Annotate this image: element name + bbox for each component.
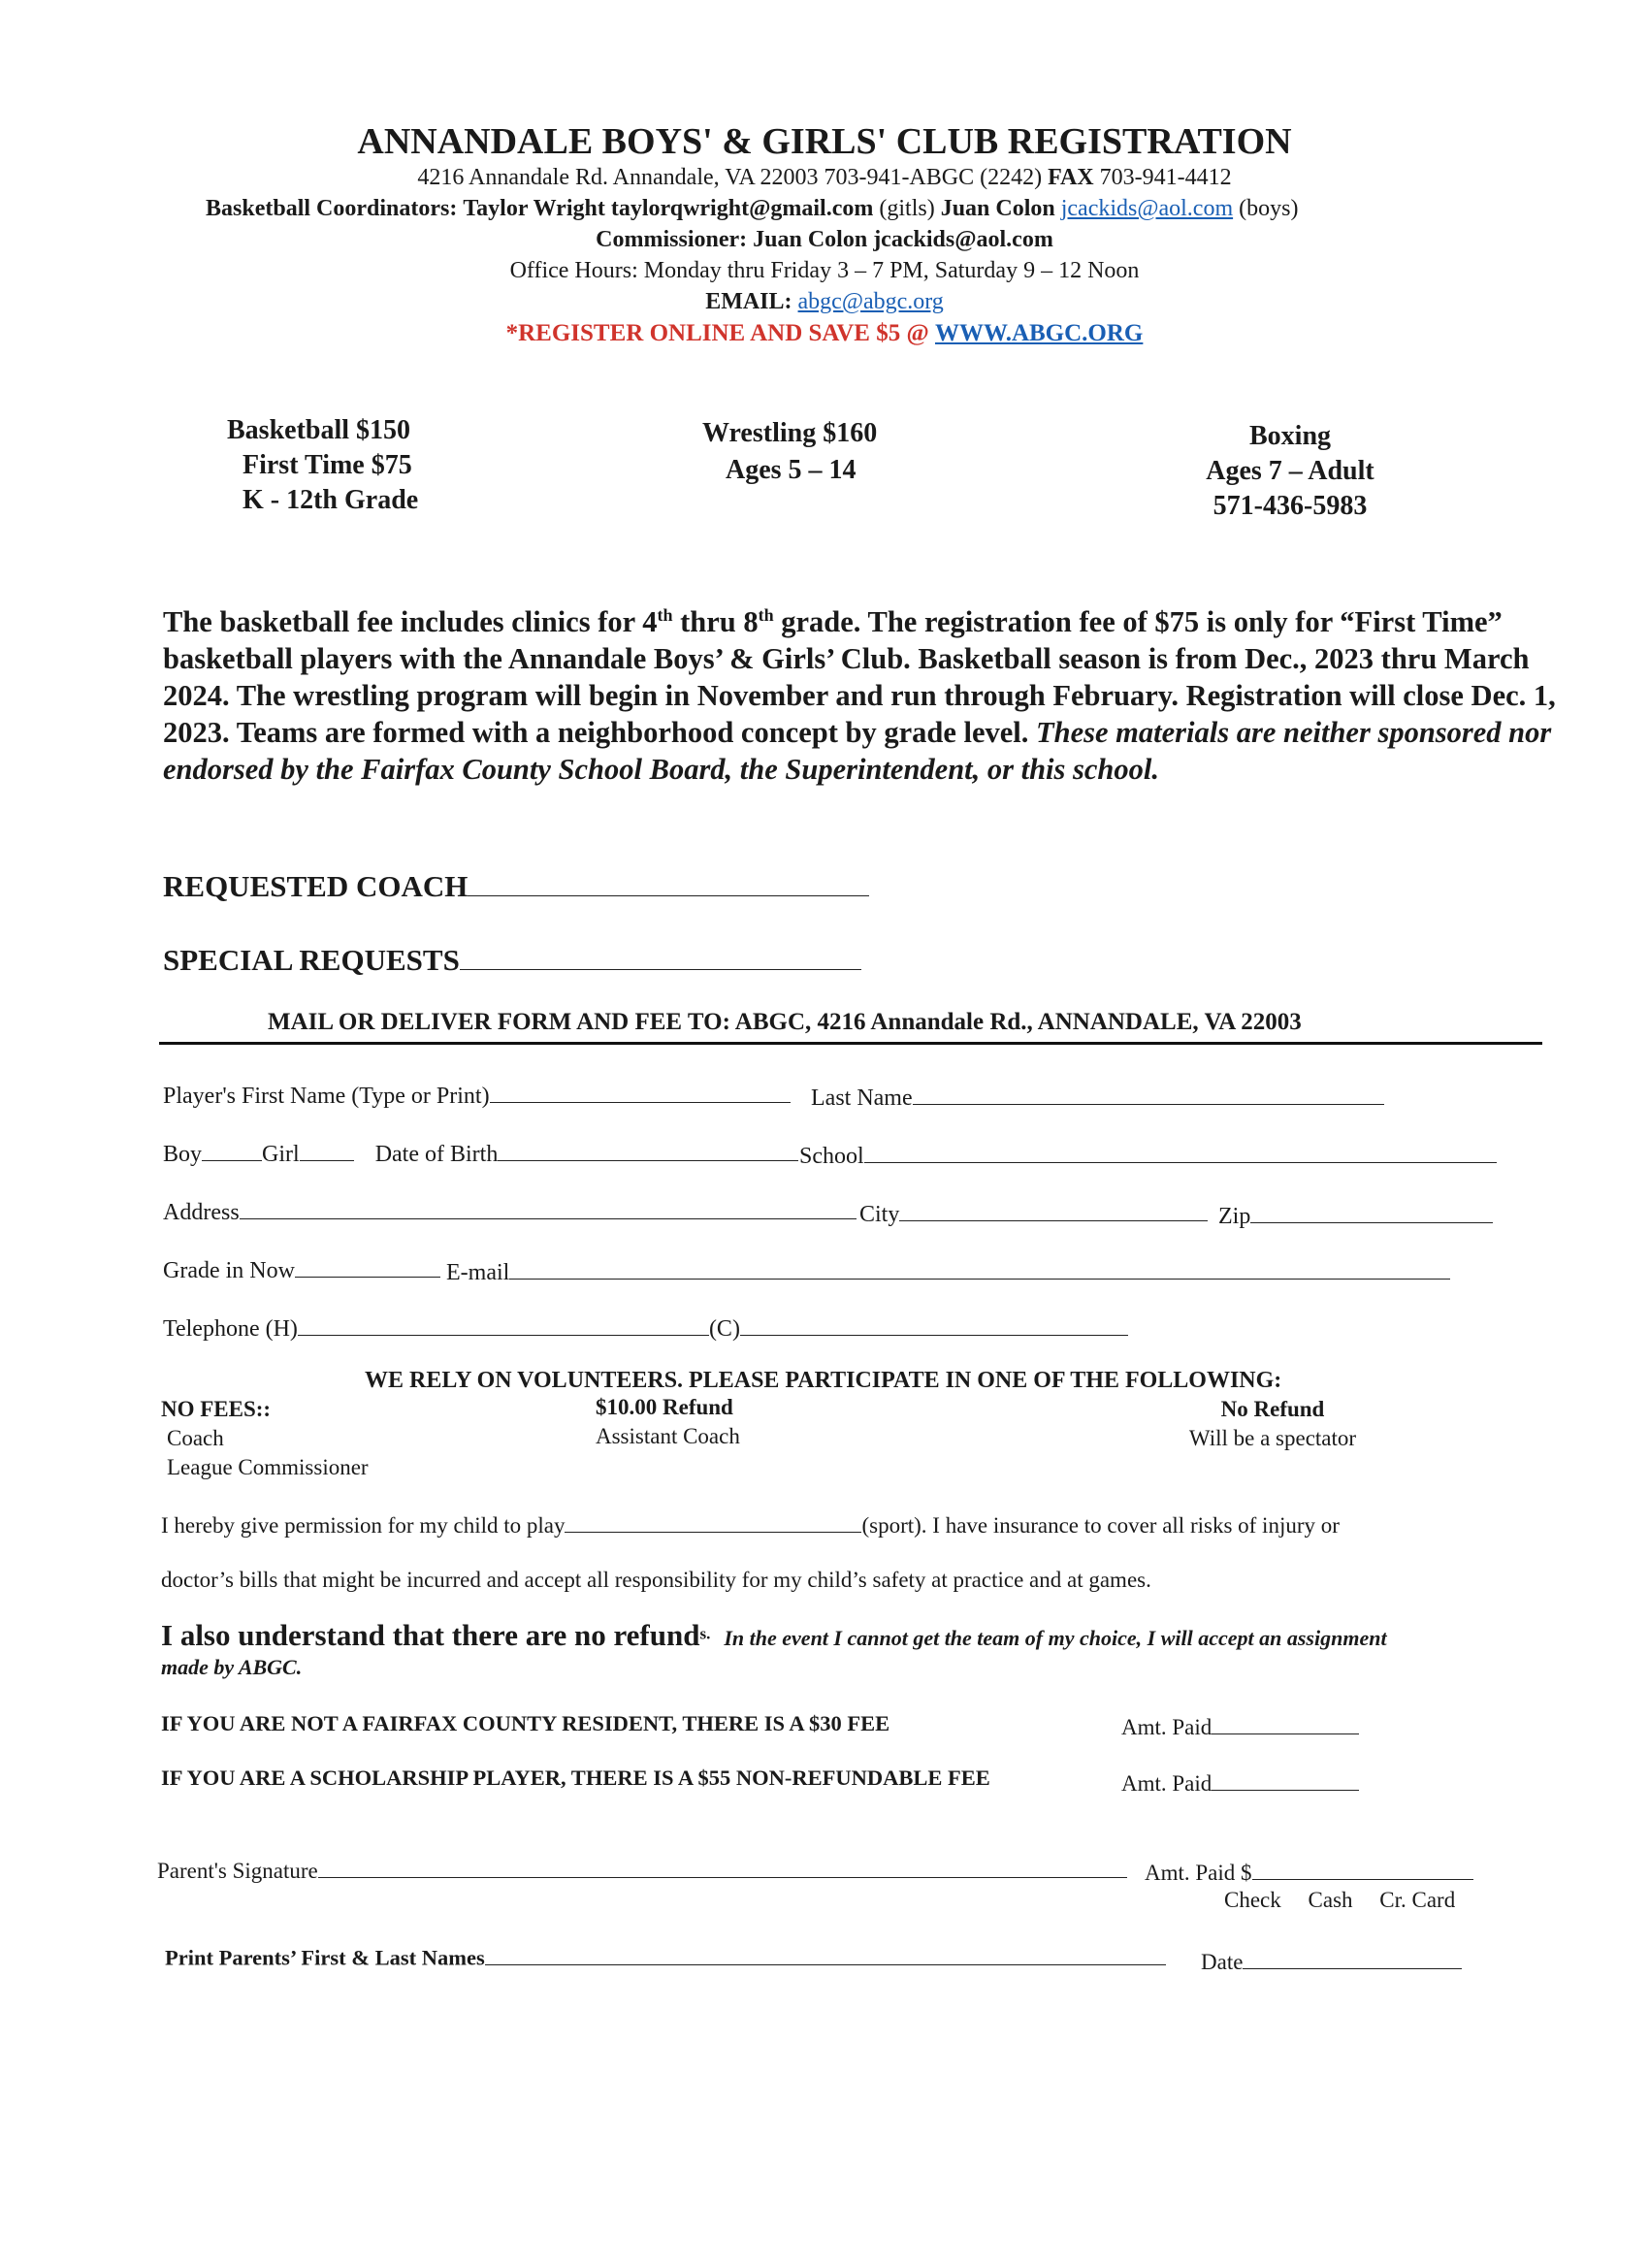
volunteers-heading: WE RELY ON VOLUNTEERS. PLEASE PARTICIPATE IN ONE OF THE FOLLOWING: bbox=[365, 1368, 1282, 1393]
scholarship-fee: IF YOU ARE A SCHOLARSHIP PLAYER, THERE IS A $55 NON-REFUNDABLE FEE bbox=[161, 1766, 990, 1790]
dob-label: Date of Birth bbox=[374, 1142, 499, 1167]
info-text-2: thru 8 bbox=[672, 605, 759, 638]
nonresident-amt-row bbox=[1121, 1711, 1359, 1740]
email-link[interactable]: abgc@abgc.org bbox=[797, 289, 944, 314]
date-label: Date bbox=[1201, 1950, 1244, 1974]
coordinator-2: Juan Colon bbox=[940, 196, 1055, 221]
register-text: *REGISTER ONLINE AND SAVE $5 @ bbox=[505, 320, 929, 346]
email-label: EMAIL: bbox=[705, 289, 792, 314]
wrestling-ages: Ages 5 – 14 bbox=[726, 455, 857, 485]
grade-label: Grade in Now bbox=[163, 1258, 295, 1283]
assignment-note-1: In the event I cannot get the team of my choice, I will accept an assignment bbox=[724, 1626, 1387, 1650]
boxing-phone: 571-436-5983 bbox=[1212, 491, 1368, 521]
city-row bbox=[859, 1197, 1208, 1228]
amt-paid-dollar-row bbox=[1145, 1857, 1473, 1886]
sport-field[interactable] bbox=[565, 1509, 861, 1533]
telephone-row bbox=[163, 1312, 1128, 1343]
email-line bbox=[0, 289, 1649, 315]
info-sup-1: th bbox=[657, 604, 673, 625]
special-requests-row bbox=[163, 939, 861, 978]
zip-row bbox=[1218, 1199, 1493, 1230]
print-names-row bbox=[165, 1942, 1166, 1971]
volunteer-refund bbox=[596, 1393, 740, 1451]
section-divider bbox=[159, 1042, 1542, 1045]
volunteer-no-fees bbox=[161, 1395, 369, 1482]
basketball-first-time: First Time $75 bbox=[242, 450, 412, 480]
boy-label: Boy bbox=[163, 1142, 203, 1167]
payment-card[interactable]: Cr. Card bbox=[1379, 1888, 1456, 1912]
coordinator-2-note: (boys) bbox=[1239, 196, 1299, 221]
assignment-note-2-row bbox=[161, 1655, 302, 1680]
register-line bbox=[0, 320, 1649, 347]
info-text-3: grade. The registration fee of $75 is only for “First Time” basketball players with the Annandale Boys’ & Girls’ Club. Basketball season is from Dec., 2023 thru March 2024. The wrestling program will begin in November and run through February. Registration will close Dec. 1, 2023. Teams are formed with a neighborhood concept by grade level. bbox=[163, 605, 1556, 749]
assignment-note-2: made by ABGC. bbox=[161, 1655, 303, 1679]
parent-signature-field[interactable] bbox=[318, 1855, 1127, 1878]
school-field[interactable] bbox=[864, 1139, 1497, 1163]
parent-signature-row bbox=[157, 1855, 1127, 1884]
coordinator-1-note: (gitls) bbox=[879, 196, 935, 221]
payment-cash[interactable]: Cash bbox=[1308, 1888, 1353, 1912]
first-name-label: Player's First Name (Type or Print) bbox=[163, 1084, 490, 1109]
telephone-h-field[interactable] bbox=[298, 1312, 709, 1336]
permission-line-1 bbox=[161, 1509, 1340, 1539]
nonresident-amt-label: Amt. Paid bbox=[1121, 1715, 1212, 1739]
email-field-label: E-mail bbox=[446, 1260, 510, 1285]
program-wrestling bbox=[702, 415, 877, 489]
school-label: School bbox=[799, 1144, 864, 1169]
mail-instructions: MAIL OR DELIVER FORM AND FEE TO: ABGC, 4216 Annandale Rd., ANNANDALE, VA 22003 bbox=[268, 1009, 1302, 1035]
info-paragraph bbox=[163, 603, 1560, 788]
page-title: ANNANDALE BOYS' & GIRLS' CLUB REGISTRATION bbox=[357, 121, 1292, 162]
no-fees-coach: Coach bbox=[167, 1426, 224, 1450]
coordinators-line bbox=[206, 196, 1298, 222]
no-refunds-s: s. bbox=[699, 1624, 711, 1643]
scholarship-amt-label: Amt. Paid bbox=[1121, 1771, 1212, 1796]
office-hours: Office Hours: Monday thru Friday 3 – 7 PM, Saturday 9 – 12 Noon bbox=[509, 258, 1140, 283]
coordinator-1: Taylor Wright taylorqwright@gmail.com bbox=[463, 196, 874, 221]
no-fees-label: NO FEES:: bbox=[161, 1397, 272, 1421]
address-field[interactable] bbox=[240, 1195, 857, 1219]
scholarship-amt-row bbox=[1121, 1767, 1359, 1797]
disclaimer: These materials are neither sponsored nor endorsed by the Fairfax County School Board, the Superintendent, or this school. bbox=[163, 716, 1552, 786]
grade-row bbox=[163, 1253, 440, 1284]
special-requests-field[interactable] bbox=[460, 939, 861, 970]
special-requests-label: SPECIAL REQUESTS bbox=[163, 943, 460, 977]
no-fees-commissioner: League Commissioner bbox=[167, 1455, 369, 1479]
zip-label: Zip bbox=[1218, 1204, 1251, 1229]
first-name-row bbox=[163, 1079, 791, 1110]
no-refund-label: No Refund bbox=[1220, 1397, 1325, 1421]
requested-coach-field[interactable] bbox=[468, 865, 869, 896]
address-line bbox=[0, 165, 1649, 191]
city-label: City bbox=[859, 1202, 900, 1227]
fax-label: FAX bbox=[1048, 165, 1094, 190]
girl-label: Girl bbox=[262, 1142, 300, 1167]
boxing-ages: Ages 7 – Adult bbox=[1206, 456, 1374, 486]
email-field[interactable] bbox=[509, 1255, 1450, 1280]
zip-field[interactable] bbox=[1250, 1199, 1493, 1223]
dob-field[interactable] bbox=[498, 1137, 798, 1161]
info-sup-2: th bbox=[758, 604, 774, 625]
last-name-row bbox=[811, 1081, 1384, 1112]
address-text: 4216 Annandale Rd. Annandale, VA 22003 703-941-ABGC (2242) bbox=[417, 165, 1043, 190]
refund-label: $10.00 Refund bbox=[596, 1395, 733, 1419]
fax-number: 703-941-4412 bbox=[1099, 165, 1232, 190]
nonresident-fee: IF YOU ARE NOT A FAIRFAX COUNTY RESIDENT, THERE IS A $30 FEE bbox=[161, 1711, 890, 1735]
info-text-1: The basketball fee includes clinics for 4 bbox=[163, 605, 658, 638]
coordinators-label: Basketball Coordinators: bbox=[206, 196, 458, 221]
address-label: Address bbox=[163, 1200, 240, 1225]
no-refunds-line bbox=[161, 1618, 1387, 1653]
scholarship-amt-field[interactable] bbox=[1212, 1767, 1359, 1791]
school-row bbox=[799, 1139, 1497, 1170]
last-name-label: Last Name bbox=[811, 1085, 913, 1111]
program-basketball bbox=[227, 413, 418, 518]
date-row bbox=[1201, 1946, 1462, 1975]
address-row bbox=[163, 1195, 857, 1226]
boxing-title: Boxing bbox=[1248, 421, 1332, 451]
date-field[interactable] bbox=[1243, 1946, 1462, 1969]
no-refunds-text: I also understand that there are no refund bbox=[161, 1618, 700, 1652]
boy-girl-dob-row bbox=[163, 1137, 798, 1168]
commissioner-line: Commissioner: Juan Colon jcackids@aol.com bbox=[596, 227, 1053, 252]
parent-signature-label: Parent's Signature bbox=[157, 1859, 318, 1883]
permission-text-b: (sport). I have insurance to cover all risks of injury or bbox=[861, 1513, 1340, 1538]
telephone-c-label: (C) bbox=[708, 1316, 740, 1342]
basketball-fee: Basketball $150 bbox=[227, 415, 411, 445]
grade-field[interactable] bbox=[295, 1253, 440, 1278]
amt-paid-dollar-label: Amt. Paid $ bbox=[1145, 1861, 1252, 1885]
payment-check[interactable]: Check bbox=[1224, 1888, 1281, 1912]
boy-field[interactable] bbox=[202, 1137, 262, 1161]
girl-field[interactable] bbox=[300, 1137, 354, 1161]
telephone-c-field[interactable] bbox=[740, 1312, 1128, 1336]
email-row bbox=[446, 1255, 1450, 1286]
coordinator-2-email-link[interactable]: jcackids@aol.com bbox=[1060, 196, 1234, 221]
first-name-field[interactable] bbox=[490, 1079, 791, 1103]
telephone-h-label: Telephone (H) bbox=[163, 1316, 298, 1342]
amt-paid-dollar-field[interactable] bbox=[1252, 1857, 1473, 1880]
requested-coach-row bbox=[163, 865, 869, 904]
requested-coach-label: REQUESTED COACH bbox=[163, 869, 469, 903]
register-link[interactable]: WWW.ABGC.ORG bbox=[934, 320, 1144, 346]
refund-assistant-coach: Assistant Coach bbox=[596, 1424, 740, 1448]
payment-methods bbox=[1224, 1888, 1455, 1913]
wrestling-fee: Wrestling $160 bbox=[702, 418, 878, 448]
city-field[interactable] bbox=[899, 1197, 1208, 1221]
nonresident-amt-field[interactable] bbox=[1212, 1711, 1359, 1734]
basketball-grades: K - 12th Grade bbox=[242, 485, 419, 515]
print-names-label: Print Parents’ First & Last Names bbox=[165, 1945, 485, 1970]
volunteer-no-refund bbox=[1174, 1395, 1372, 1453]
print-names-field[interactable] bbox=[485, 1942, 1166, 1965]
permission-text-a: I hereby give permission for my child to play bbox=[161, 1513, 566, 1538]
program-boxing bbox=[1145, 419, 1436, 524]
permission-line-2: doctor’s bills that might be incurred and accept all responsibility for my child’s safety at practice and at games. bbox=[161, 1568, 1151, 1592]
no-refund-spectator: Will be a spectator bbox=[1188, 1426, 1357, 1450]
last-name-field[interactable] bbox=[913, 1081, 1384, 1105]
